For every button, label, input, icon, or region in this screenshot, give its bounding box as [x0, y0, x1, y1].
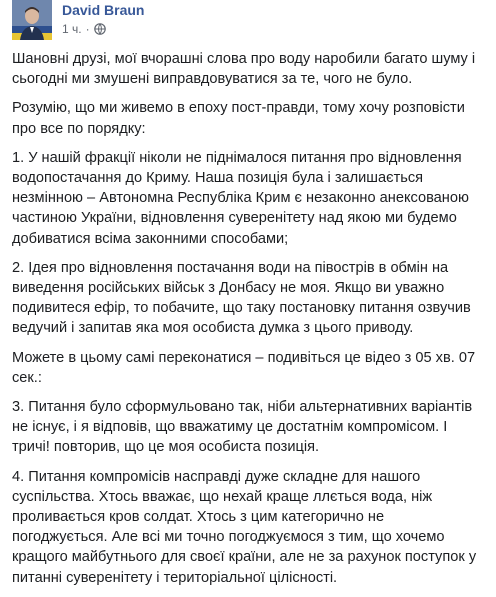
avatar-photo-icon [12, 0, 52, 40]
post-paragraph-4: 2. Ідея про відновлення постачання води на півострів в обмін на виведення російських військ з Донбасу не моя. Якщо ви уважно подивитеся ефір, то побачите, що таку постановку питання озвучив ведучий і запитав яка моя особиста думка з цього приводу. [12, 259, 471, 337]
post-paragraph-6: 3. Питання було сформульовано так, ніби альтернативних варіантів не існує, і я відповів, що вважатиму це достатнім компромісом. І тричі! повторив, що це моя особиста позиція. [12, 399, 473, 456]
post-paragraph-5: Можете в цьому самі переконатися – подивіться це відео з 05 хв. 07 сек.: [12, 349, 476, 386]
author-avatar[interactable] [12, 0, 52, 40]
globe-icon[interactable] [94, 23, 106, 35]
post-timestamp[interactable]: 1 ч. [62, 22, 82, 36]
author-name-link[interactable]: David Braun [62, 2, 145, 18]
post-body [12, 49, 488, 597]
meta-separator: · [85, 22, 90, 36]
post-meta [62, 22, 106, 36]
post-paragraph-1: Шановні друзі, мої вчорашні слова про воду наробили багато шуму і сьогодні ми змушені виправдовуватися за те, чого не було. [12, 51, 476, 88]
post-header [12, 0, 482, 44]
post-paragraph-3: 1. У нашій фракції ніколи не піднімалося питання про відновлення водопостачання до Криму. Наша позиція була і залишається незмінною – Автономна Республіка Крим є незаконно анексованою частиною України, відновлення суверенітету над якою ми будемо добиватися всіма законними способами; [12, 149, 469, 247]
post-paragraph-2: Розумію, що ми живемо в епоху пост-правди, тому хочу розповісти про все по порядку: [12, 100, 465, 137]
post-paragraph-7: 4. Питання компромісів насправді дуже складне для нашого суспільства. Хтось вважає, що нехай краще ллється вода, ніж проливається кров солдат. Хтось з цим категорично не погоджується. Але всі ми точно погоджуємося з тим, що хочемо кращого майбутнього для своєї країни, але не за рахунок поступок у питанні суверенітету і територіальної цілісності. [12, 468, 477, 586]
